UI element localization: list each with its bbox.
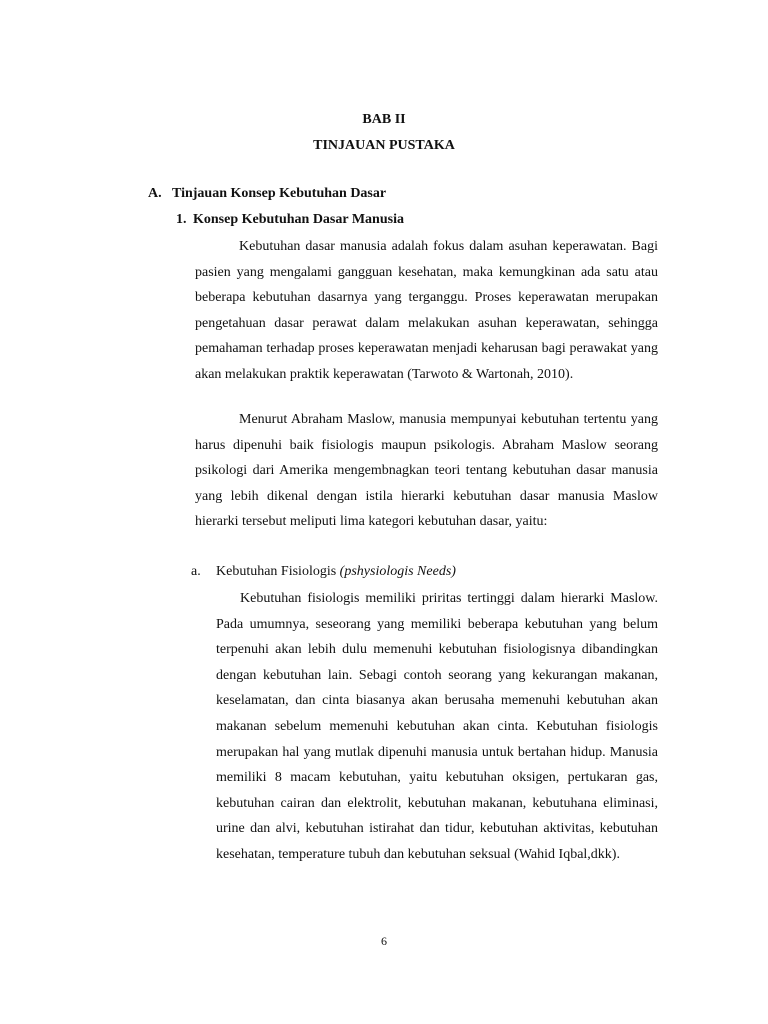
paragraph-text: Menurut Abraham Maslow, manusia mempunyai kebutuhan tertentu yang harus dipenuhi baik fisiologis maupun psikologis. Abraham Maslow seorang psikologi dari Amerika mengembnagkan teori tentang kebutuhan dasar manusia yang lebih dikenal dengan istila hierarki kebutuhan dasar manusia Maslow hierarki tersebut meliputi lima kategori kebutuhan dasar, yaitu: (195, 412, 658, 530)
chapter-title: TINJAUAN PUSTAKA (313, 138, 455, 153)
subsection-title: Konsep Kebutuhan Dasar Manusia (193, 212, 404, 227)
list-item-title-italic: (pshysiologis Needs) (339, 564, 456, 579)
subsection-marker: 1. (176, 212, 187, 227)
page-number: 6 (381, 934, 387, 948)
paragraph-text: Kebutuhan dasar manusia adalah fokus dalam asuhan keperawatan. Bagi pasien yang mengalami gangguan kesehatan, maka kemungkinan ada satu atau beberapa kebutuhan dasarnya yang terganggu. Proses keperawatan merupakan pengetahuan dasar perawat dalam melakukan asuhan keperawatan, sehingga pemahaman terhadap proses keperawatan menjadi keharusan bagi perawakat yang akan melakukan praktik keperawatan (Tarwoto & Wartonah, 2010). (195, 239, 658, 382)
paragraph-maslow (195, 407, 658, 535)
list-item-a-heading (191, 563, 456, 581)
section-title: Tinjauan Konsep Kebutuhan Dasar (172, 186, 387, 201)
paragraph-kebutuhan-dasar (195, 234, 658, 388)
list-item-title: Kebutuhan Fisiologis (216, 564, 337, 579)
subsection-heading-1 (176, 211, 404, 229)
chapter-heading: BAB II (362, 112, 406, 127)
section-marker: A. (148, 186, 162, 201)
paragraph-fisiologis (216, 586, 658, 868)
section-heading-a (148, 185, 386, 203)
list-marker: a. (191, 564, 201, 579)
paragraph-text: Kebutuhan fisiologis memiliki priritas tertinggi dalam hierarki Maslow. Pada umumnya, seseorang yang memiliki beberapa kebutuhan yang belum terpenuhi akan lebih dulu memenuhi kebutuhan fisiologisnya dibandingkan dengan kebutuhan lain. Sebagi contoh seorang yang kekurangan makanan, keselamatan, dan cinta biasanya akan berusaha memenuhi kebutuhan akan makanan sebelum memenuhi kebutuhan akan cinta. Kebutuhan fisiologis merupakan hal yang mutlak dipenuhi manusia untuk bertahan hidup. Manusia memiliki 8 macam kebutuhan, yaitu kebutuhan oksigen, pertukaran gas, kebutuhan cairan dan elektrolit, kebutuhan makanan, kebutuhana eliminasi, urine dan alvi, kebutuhan istirahat dan tidur, kebutuhan aktivitas, kebutuhan kesehatan, temperature tubuh dan kebutuhan seksual (Wahid Iqbal,dkk). (216, 591, 658, 862)
